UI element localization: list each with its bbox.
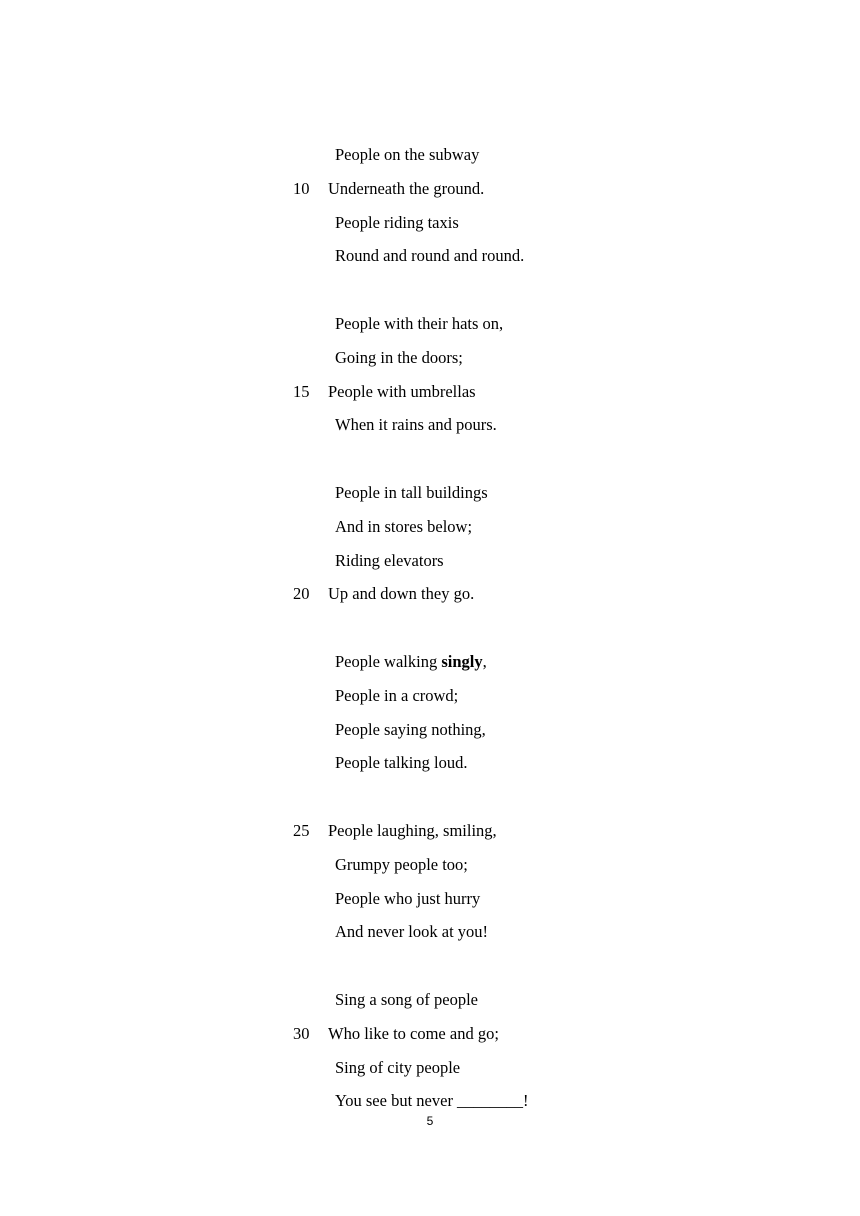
line-text-after: ,	[482, 652, 487, 671]
poem-line	[0, 814, 860, 848]
line-text: People with umbrellas	[328, 382, 476, 401]
line-number: 20	[293, 584, 310, 603]
line-text: Riding elevators	[335, 551, 444, 570]
line-text: People laughing, smiling,	[328, 821, 497, 840]
poem-line	[0, 239, 860, 273]
poem-line	[0, 408, 860, 442]
line-number: 15	[293, 382, 310, 401]
line-text: And never look at you!	[335, 922, 489, 941]
poem-line	[0, 645, 860, 679]
line-text: Going in the doors;	[335, 348, 463, 367]
poem-line	[0, 1051, 860, 1085]
poem-line	[0, 544, 860, 578]
poem-line	[0, 172, 860, 206]
line-text: Sing a song of people	[335, 990, 478, 1009]
line-text: People on the subway	[335, 145, 480, 164]
line-text: Round and round and round.	[335, 246, 525, 265]
line-text: People with their hats on,	[335, 314, 504, 333]
poem-line	[0, 679, 860, 713]
line-text: Up and down they go.	[328, 584, 475, 603]
line-text: People in tall buildings	[335, 483, 488, 502]
line-text: Grumpy people too;	[335, 855, 468, 874]
poem-line	[0, 983, 860, 1017]
poem-line	[0, 713, 860, 747]
poem-line	[0, 375, 860, 409]
line-text: People saying nothing,	[335, 720, 486, 739]
line-text: Underneath the ground.	[328, 179, 485, 198]
line-text: People riding taxis	[335, 213, 459, 232]
line-text: When it rains and pours.	[335, 415, 497, 434]
poem-line	[0, 577, 860, 611]
page-number: 5	[426, 1114, 434, 1128]
line-text: Sing of city people	[335, 1058, 461, 1077]
poem-line	[0, 307, 860, 341]
line-text: People who just hurry	[335, 889, 481, 908]
poem-line	[0, 476, 860, 510]
poem-line	[0, 848, 860, 882]
line-number: 10	[293, 179, 310, 198]
poem-line	[0, 510, 860, 544]
poem-line	[0, 1017, 860, 1051]
poem-line	[0, 206, 860, 240]
line-text: People talking loud.	[335, 753, 468, 772]
poem-line	[0, 915, 860, 949]
bold-vocabulary-word: singly	[441, 652, 483, 671]
line-text: You see but never ________!	[335, 1091, 529, 1110]
poem-line	[0, 882, 860, 916]
line-text	[335, 645, 487, 679]
line-number: 30	[293, 1024, 310, 1043]
poem-line	[0, 746, 860, 780]
line-text: Who like to come and go;	[328, 1024, 499, 1043]
line-text-before: People walking	[335, 652, 442, 671]
line-text: People in a crowd;	[335, 686, 459, 705]
line-number: 25	[293, 821, 310, 840]
line-text: And in stores below;	[335, 517, 473, 536]
poem-line	[0, 341, 860, 375]
poem-line	[0, 138, 860, 172]
